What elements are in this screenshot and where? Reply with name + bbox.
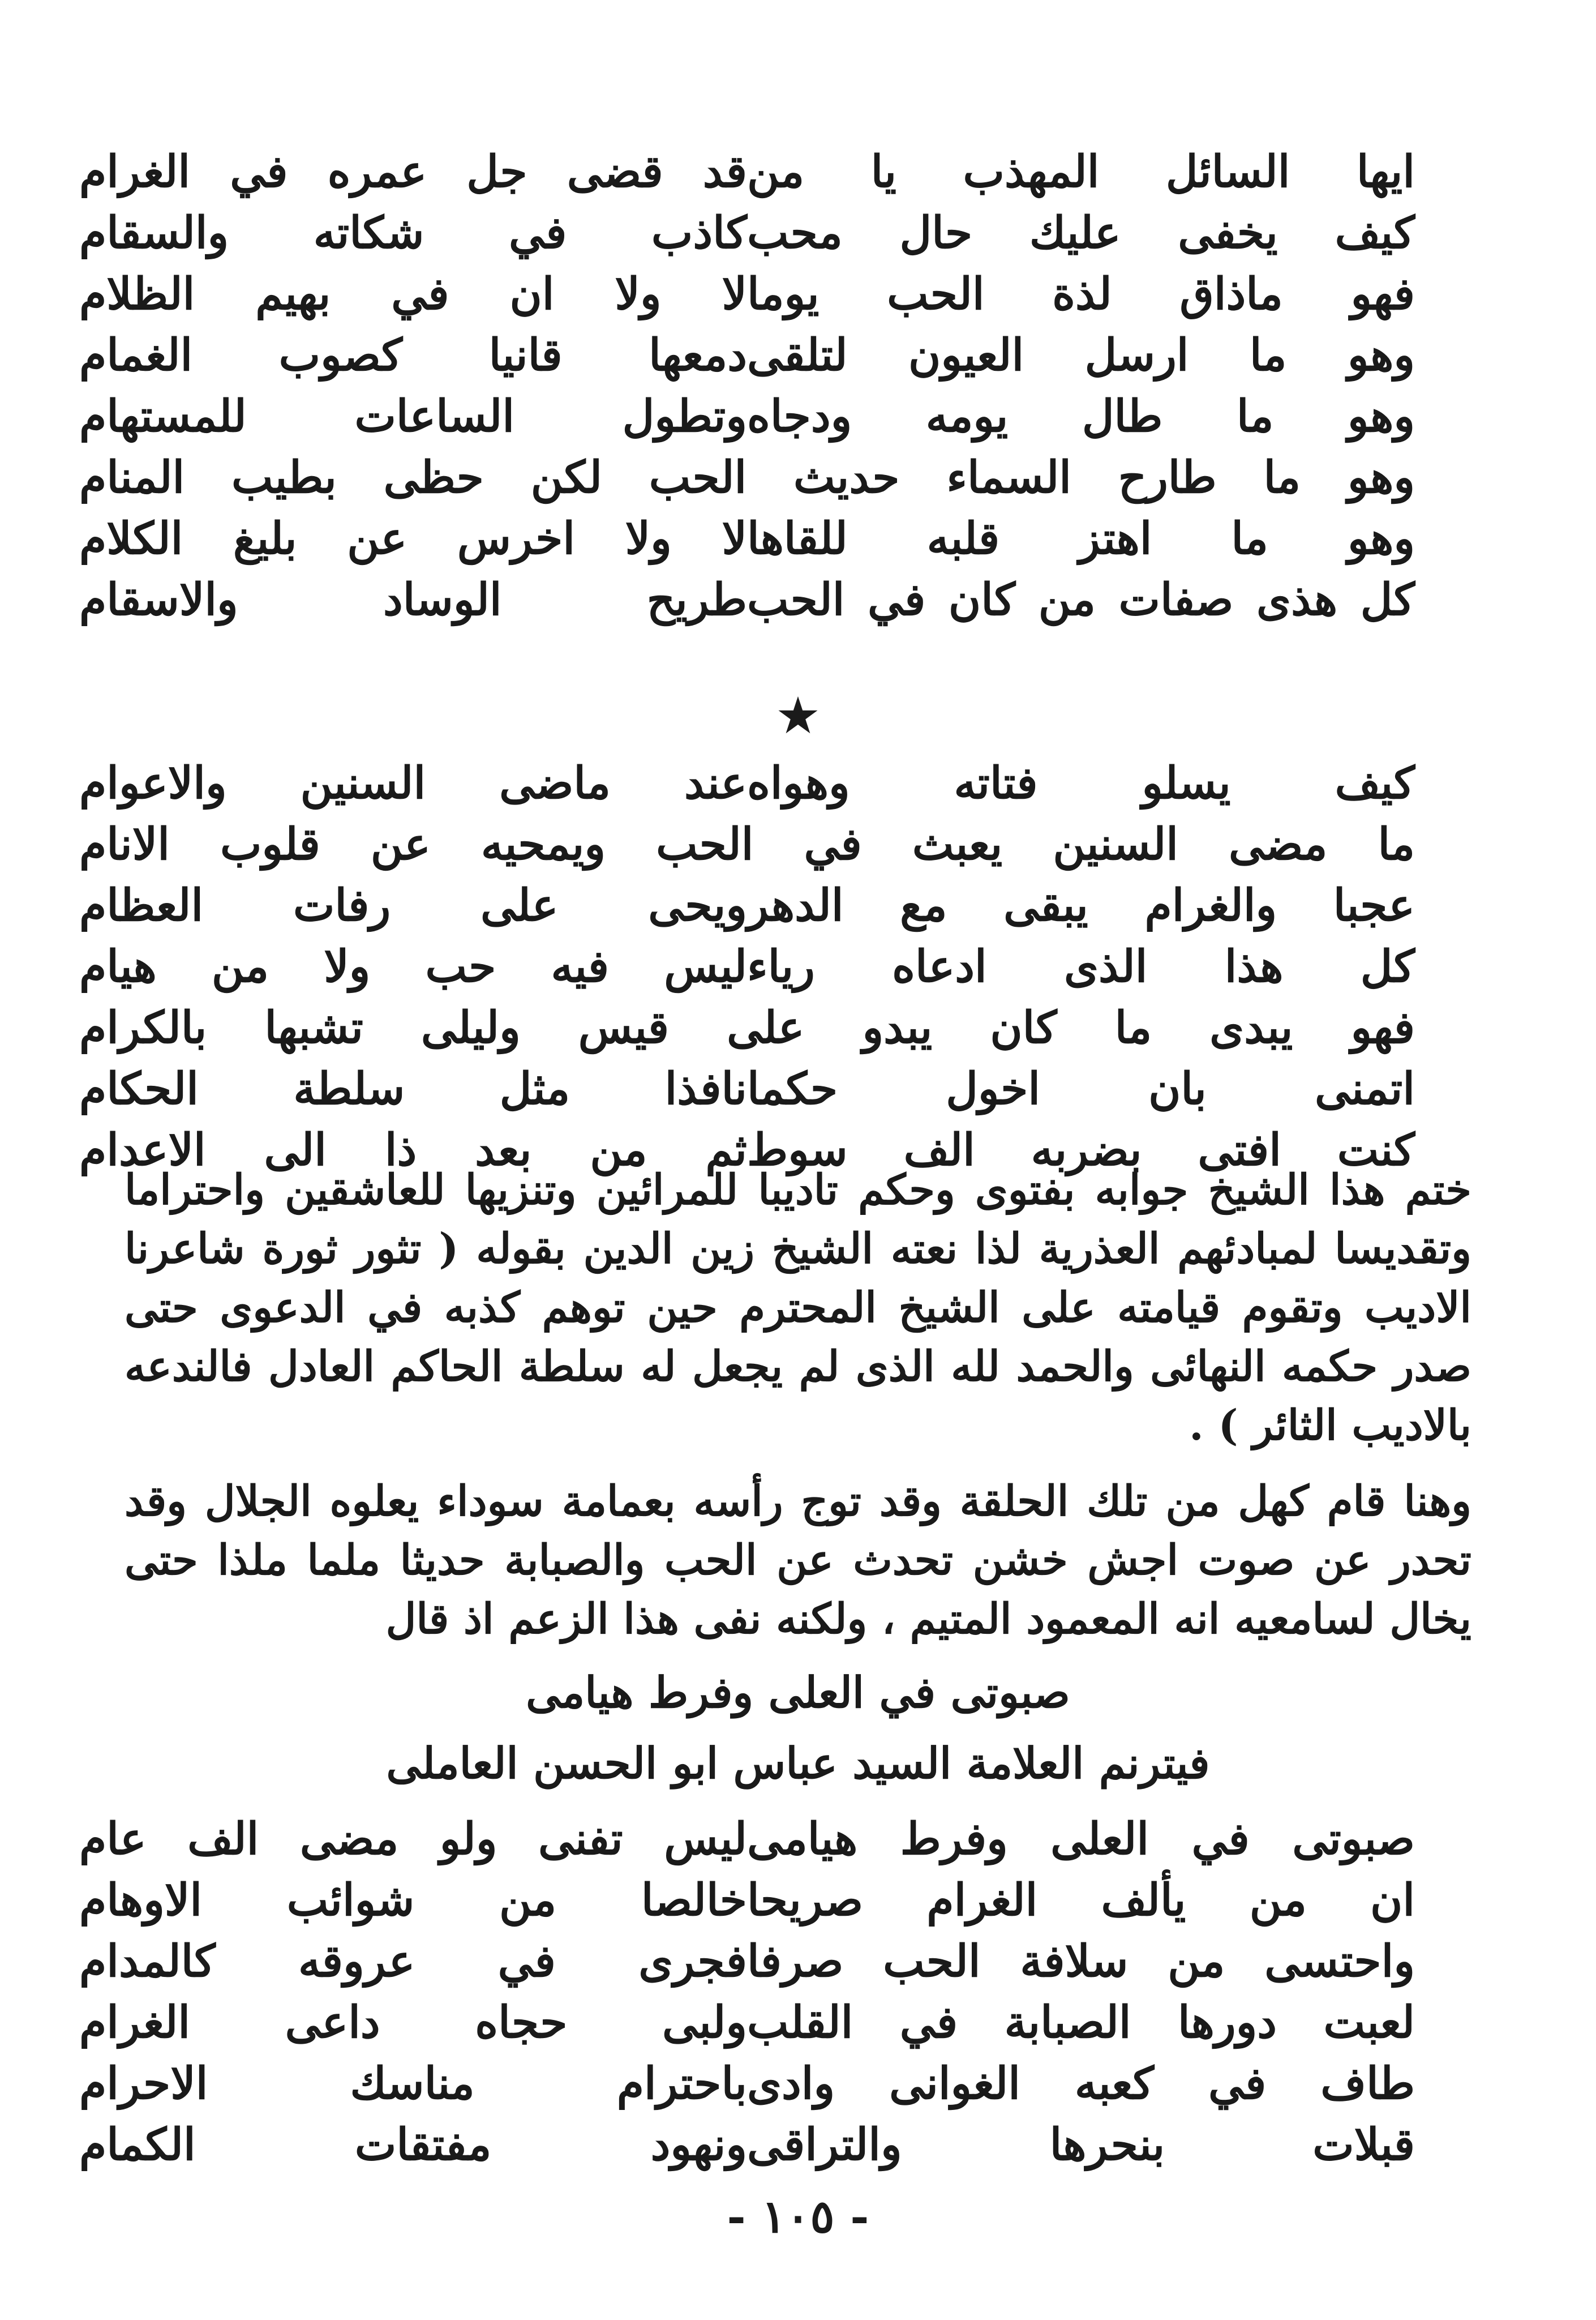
verse bbox=[0, 447, 1596, 508]
verse bbox=[0, 264, 1596, 325]
verse-full-line: ما مضى السنين يعبث في الحب ويمحيه عن قلوب الانام bbox=[79, 819, 1415, 870]
hemistich-second: عند ماضى السنين والاعوام bbox=[79, 757, 747, 809]
hemistich-second: ليس تفنى ولو مضى الف عام bbox=[79, 1813, 747, 1865]
hemistich-first: طاف في كعبه الغوانى وادى bbox=[747, 2058, 1415, 2109]
verse bbox=[0, 386, 1596, 447]
verse bbox=[0, 1931, 1596, 1992]
prose-paragraph-1: ختم هذا الشيخ جوابه بفتوى وحكم تاديبا للمرائين وتنزيها للعاشقين واحتراما وتقديسا لمبادئهم العذرية لذا نعته الشيخ زين الدين بقوله ( تثور ثورة شاعرنا الاديب وتقوم قيامته على الشيخ المحترم حين توهم كذبه في الدعوى حتى صدر حكمه النهائى والحمد لله الذى لم يجعل له سلطة الحاكم العادل فالندعه بالاديب الثائر ) . bbox=[125, 1166, 1471, 1450]
prose-paragraph-2: وهنا قام كهل من تلك الحلقة وقد توج رأسه بعمامة سوداء يعلوه الجلال وقد تحدر عن صوت اجش خشن تحدث عن الحب والصبابة حديثا ملما ملذا حتى يخال لسامعيه انه المعمود المتيم ، ولكنه نفى هذا الزعم اذ قال bbox=[125, 1477, 1471, 1643]
verse bbox=[0, 203, 1596, 264]
hemistich-first: كل هذى صفات من كان في الحب bbox=[747, 574, 1415, 626]
hemistich-second: نافذا مثل سلطة الحكام bbox=[79, 1063, 747, 1115]
verse bbox=[0, 753, 1596, 814]
verse bbox=[0, 325, 1596, 386]
hemistich-first: وهو ما ارسل العيون لتلقى bbox=[747, 329, 1415, 381]
poem-3-subtitle: فيترنم العلامة السيد عباس ابو الحسن العاملى bbox=[386, 1738, 1210, 1788]
hemistich-second: باحترام مناسك الاحرام bbox=[79, 2058, 747, 2109]
verse-full-line: فهو يبدى ما كان يبدو على قيس وليلى تشبها بالكرام bbox=[79, 1002, 1415, 1054]
hemistich-second: ليس فيه حب ولا من هيام bbox=[79, 941, 747, 992]
verse bbox=[0, 1059, 1596, 1120]
hemistich-second: فجرى في عروقه كالمدام bbox=[79, 1936, 747, 1987]
hemistich-first: كل هذا الذى ادعاه رياء bbox=[747, 941, 1415, 992]
verse bbox=[0, 998, 1596, 1059]
hemistich-first: اتمنى بان اخول حكما bbox=[747, 1063, 1415, 1115]
poem-3 bbox=[0, 1809, 1596, 2176]
verse-full-line: وهو ما طارح السماء حديث الحب لكن حظى بطيب المنام bbox=[79, 452, 1415, 503]
hemistich-first: ايها السائل المهذب يا من bbox=[747, 146, 1415, 198]
hemistich-first: عجبا والغرام يبقى مع الدهر bbox=[747, 880, 1415, 931]
verse bbox=[0, 936, 1596, 998]
verse bbox=[0, 142, 1596, 203]
hemistich-second: وتطول الساعات للمستهام bbox=[79, 391, 747, 442]
hemistich-first: فهو ماذاق لذة الحب يوما bbox=[747, 268, 1415, 320]
hemistich-first: قبلات بنحرها والتراقى bbox=[747, 2119, 1415, 2171]
hemistich-second: ونهود مفتقات الكمام bbox=[79, 2119, 747, 2171]
hemistich-first: لعبت دورها الصبابة في القلب bbox=[747, 1997, 1415, 2048]
verse bbox=[0, 2053, 1596, 2114]
hemistich-second: ثم من بعد ذا الى الاعدام bbox=[79, 1124, 747, 1176]
hemistich-second: ولبى حجاه داعى الغرام bbox=[79, 1997, 747, 2048]
hemistich-first: كيف يسلو فتاته وهواه bbox=[747, 757, 1415, 809]
star-separator-icon: ★ bbox=[775, 686, 821, 746]
verse bbox=[0, 1870, 1596, 1931]
hemistich-second: لا ولا اخرس عن بليغ الكلام bbox=[79, 513, 747, 564]
hemistich-second: خالصا من شوائب الاوهام bbox=[79, 1874, 747, 1926]
hemistich-first: كنت افتى بضربه الف سوط bbox=[747, 1124, 1415, 1176]
hemistich-first: كيف يخفى عليك حال محب bbox=[747, 207, 1415, 259]
verse bbox=[0, 875, 1596, 936]
hemistich-second: دمعها قانيا كصوب الغمام bbox=[79, 329, 747, 381]
hemistich-second: قد قضى جل عمره في الغرام bbox=[79, 146, 747, 198]
verse bbox=[0, 814, 1596, 875]
hemistich-second: طريح الوساد والاسقام bbox=[79, 574, 747, 626]
hemistich-first: وهو ما اهتز قلبه للقاها bbox=[747, 513, 1415, 564]
page-number: - ١٠٥ - bbox=[727, 2190, 869, 2243]
hemistich-second: كاذب في شكاته والسقام bbox=[79, 207, 747, 259]
poem-1 bbox=[0, 142, 1596, 631]
hemistich-first: وهو ما طال يومه ودجاه bbox=[747, 391, 1415, 442]
verse bbox=[0, 2114, 1596, 2176]
verse bbox=[0, 570, 1596, 631]
verse bbox=[0, 1809, 1596, 1870]
hemistich-first: صبوتى في العلى وفرط هيامى bbox=[747, 1813, 1415, 1865]
hemistich-first: ان من يألف الغرام صريحا bbox=[747, 1874, 1415, 1926]
verse bbox=[0, 1992, 1596, 2053]
poem-2 bbox=[0, 753, 1596, 1181]
hemistich-second: لا ولا ان في بهيم الظلام bbox=[79, 268, 747, 320]
poem-3-title: صبوتى في العلى وفرط هيامى bbox=[526, 1667, 1070, 1718]
hemistich-first: واحتسى من سلافة الحب صرفا bbox=[747, 1936, 1415, 1987]
verse bbox=[0, 508, 1596, 570]
hemistich-second: ويحى على رفات العظام bbox=[79, 880, 747, 931]
